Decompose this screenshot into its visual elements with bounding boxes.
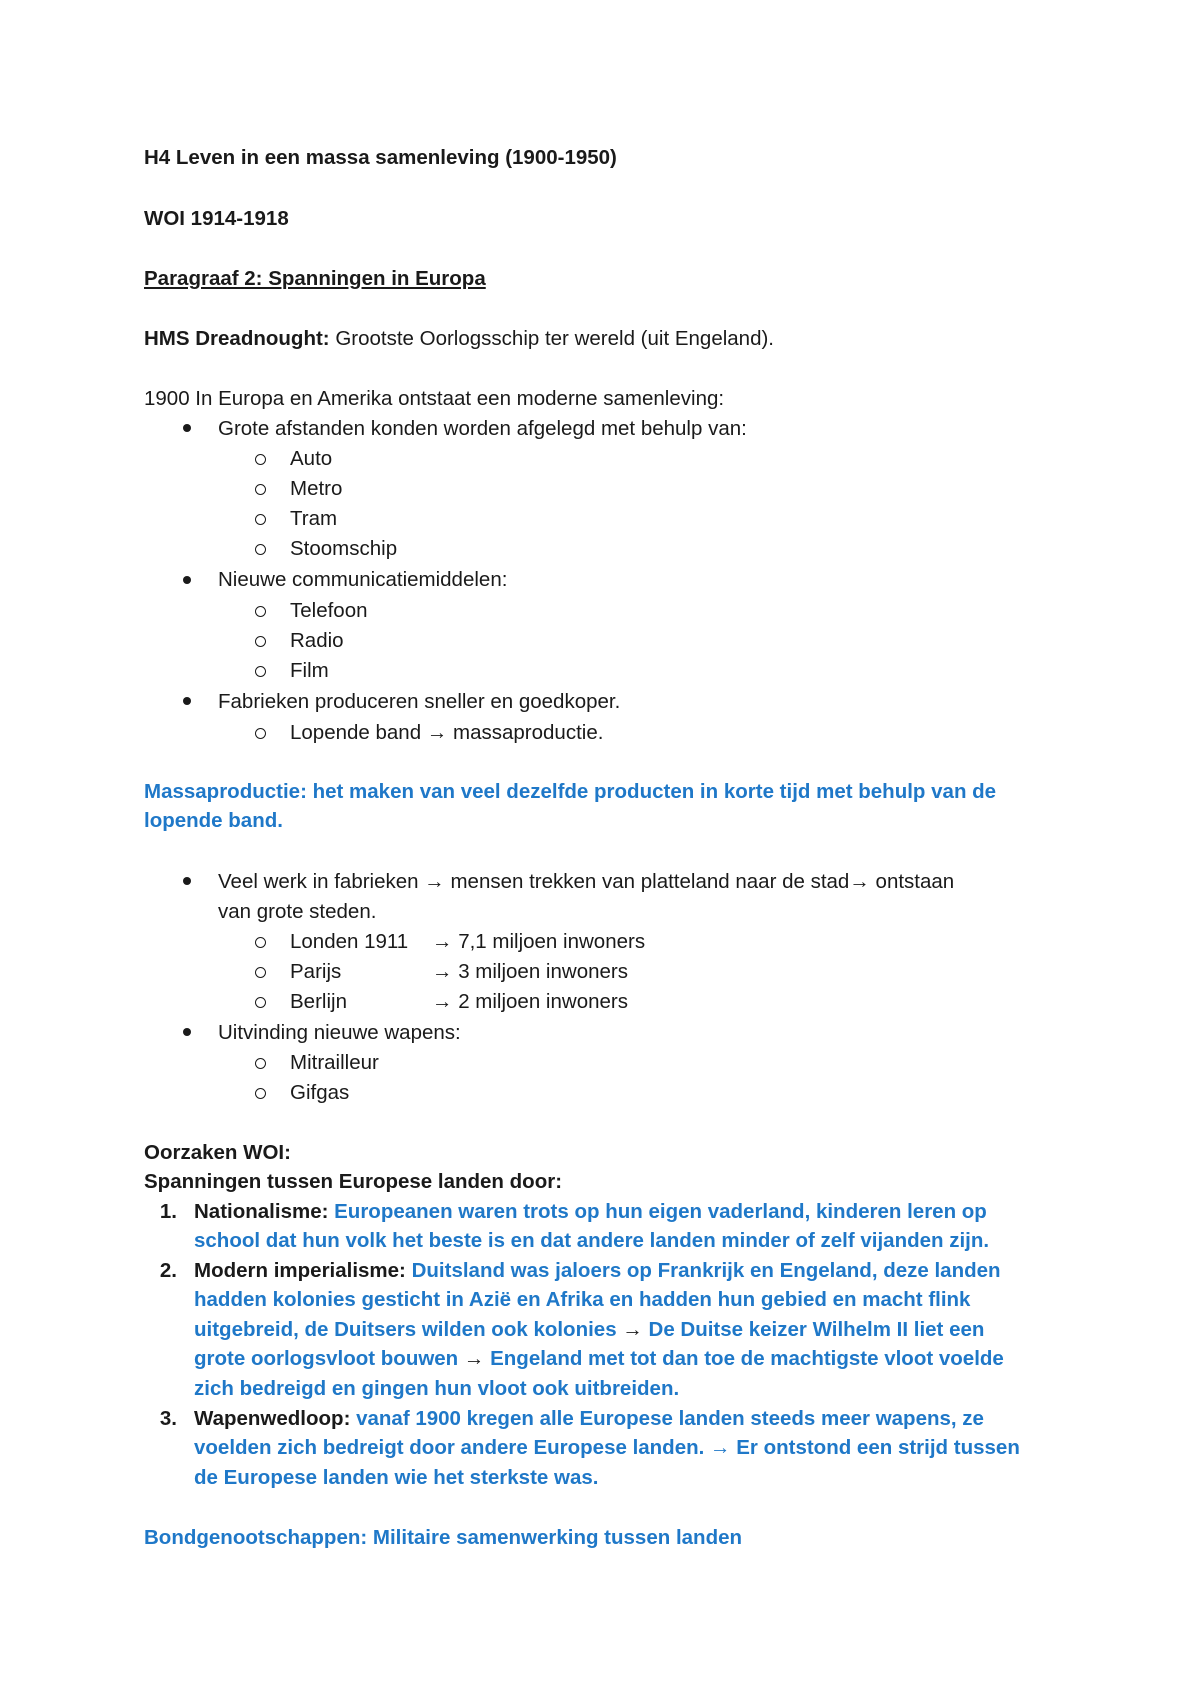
arrow-right-icon: → xyxy=(426,721,448,744)
cause-text-part: Engeland met tot dan toe de machtigste vloot voelde xyxy=(484,1347,1004,1370)
hms-line xyxy=(144,324,774,354)
cause-term: Modern imperialisme: xyxy=(194,1259,406,1282)
bullet-dot xyxy=(183,697,191,705)
sub-bullet-circle xyxy=(255,666,266,677)
arrow-right-icon: → xyxy=(463,1347,485,1370)
arrow-right-icon: → xyxy=(849,870,870,893)
cause-text-cont xyxy=(194,1315,984,1345)
cause-text-part: De Duitse keizer Wilhelm II liet een xyxy=(642,1318,985,1341)
bullet-communication: Nieuwe communicatiemiddelen: xyxy=(218,568,508,591)
sub-bullet-circle xyxy=(255,606,266,617)
sub-bullet-circle xyxy=(255,728,266,739)
document-title: H4 Leven in een massa samenleving (1900-1950) xyxy=(144,146,617,169)
city-value xyxy=(432,957,628,987)
city-value xyxy=(432,927,645,957)
arrow-right-icon: → xyxy=(432,960,453,983)
list-item: Stoomschip xyxy=(290,537,398,560)
definition-line-2: lopende band. xyxy=(144,809,283,832)
sub-bullet-circle xyxy=(255,1088,266,1099)
cause-text: Europeanen waren trots op hun eigen vaderland, kinderen leren op xyxy=(334,1200,987,1223)
list-item: Auto xyxy=(290,447,333,470)
causes-subheading: Spanningen tussen Europese landen door: xyxy=(144,1170,563,1193)
cause-text-cont: school dat hun volk het beste is en dat andere landen minder of zelf vijanden zijn. xyxy=(194,1229,990,1252)
cause-text-cont: hadden kolonies gesticht in Azië en Afrika en hadden hun gebied en macht flink xyxy=(194,1288,971,1311)
section-heading: Paragraaf 2: Spanningen in Europa xyxy=(144,267,486,290)
sub-bullet-circle xyxy=(255,484,266,495)
sub-bullet-circle xyxy=(255,454,266,465)
list-item: Telefoon xyxy=(290,599,368,622)
sub-bullet-circle xyxy=(255,514,266,525)
urban-text-1: Veel werk in fabrieken xyxy=(218,870,425,893)
assembly-text: Lopende band xyxy=(290,721,427,744)
cause-text-cont xyxy=(194,1344,1004,1374)
bullet-factories: Fabrieken produceren sneller en goedkoper. xyxy=(218,690,621,713)
bullet-dot xyxy=(183,424,191,432)
list-number: 3. xyxy=(159,1407,177,1430)
bullet-urbanisation xyxy=(218,867,954,897)
sub-bullet-circle xyxy=(255,544,266,555)
city-population: 7,1 miljoen inwoners xyxy=(452,930,646,953)
cause-text-cont xyxy=(194,1433,1020,1463)
arrow-right-icon: → xyxy=(432,990,453,1013)
cause-term: Nationalisme: xyxy=(194,1200,329,1223)
intro-line: 1900 In Europa en Amerika ontstaat een moderne samenleving: xyxy=(144,387,725,410)
cause-text-cont: de Europese landen wie het sterkste was. xyxy=(194,1466,599,1489)
sub-bullet-circle xyxy=(255,967,266,978)
list-item: Metro xyxy=(290,477,343,500)
city-population: 3 miljoen inwoners xyxy=(452,960,628,983)
cause-text: Duitsland was jaloers op Frankrijk en Engeland, deze landen xyxy=(411,1259,1001,1282)
bullet-dot xyxy=(183,877,191,885)
cause-text: vanaf 1900 kregen alle Europese landen steeds meer wapens, ze xyxy=(356,1407,984,1430)
list-item: Radio xyxy=(290,629,344,652)
cause-text-part: uitgebreid, de Duitsers wilden ook kolonies xyxy=(194,1318,623,1341)
cause-imperialism xyxy=(194,1256,1001,1286)
city-name: Parijs xyxy=(290,960,342,983)
city-population: 2 miljoen inwoners xyxy=(452,990,628,1013)
causes-heading: Oorzaken WOI: xyxy=(144,1141,291,1164)
list-item: Film xyxy=(290,659,329,682)
urban-text-3: ontstaan xyxy=(869,870,955,893)
cause-text-part: voelden zich bedreigt door andere Europese landen. xyxy=(194,1436,711,1459)
hms-text: Grootste Oorlogsschip ter wereld (uit Engeland). xyxy=(329,327,774,350)
hms-term: HMS Dreadnought: xyxy=(144,327,330,350)
bullet-dot xyxy=(183,1028,191,1036)
cause-term: Wapenwedloop: xyxy=(194,1407,351,1430)
arrow-right-icon: → xyxy=(622,1318,643,1341)
cause-text-cont: zich bedreigd en gingen hun vloot ook uitbreiden. xyxy=(194,1377,680,1400)
city-value xyxy=(432,987,628,1017)
alliances-definition: Bondgenootschappen: Militaire samenwerking tussen landen xyxy=(144,1526,743,1549)
bullet-dot xyxy=(183,576,191,584)
bullet-transport: Grote afstanden konden worden afgelegd met behulp van: xyxy=(218,417,747,440)
sub-bullet-circle xyxy=(255,636,266,647)
period-heading: WOI 1914-1918 xyxy=(144,207,289,230)
definition-line-1: Massaproductie: het maken van veel dezelfde producten in korte tijd met behulp van de xyxy=(144,780,997,803)
list-number: 1. xyxy=(159,1200,177,1223)
list-item: Tram xyxy=(290,507,338,530)
list-number: 2. xyxy=(159,1259,177,1282)
cause-text-part: Er ontstond een strijd tussen xyxy=(730,1436,1020,1459)
sub-bullet-circle xyxy=(255,1058,266,1069)
cause-arms-race xyxy=(194,1404,984,1434)
bullet-weapons: Uitvinding nieuwe wapens: xyxy=(218,1021,461,1044)
city-name: Londen 1911 xyxy=(290,930,409,953)
urban-text-2: mensen trekken van platteland naar de stad xyxy=(444,870,850,893)
list-item: Mitrailleur xyxy=(290,1051,379,1074)
arrow-right-icon: → xyxy=(710,1436,731,1459)
cause-nationalism xyxy=(194,1197,987,1227)
cause-text-part: grote oorlogsvloot bouwen xyxy=(194,1347,464,1370)
assembly-line-item xyxy=(290,718,603,748)
sub-bullet-circle xyxy=(255,937,266,948)
arrow-right-icon: → xyxy=(432,930,453,953)
sub-bullet-circle xyxy=(255,997,266,1008)
list-item: Gifgas xyxy=(290,1081,350,1104)
assembly-result: massaproductie. xyxy=(447,721,604,744)
bullet-urbanisation-cont: van grote steden. xyxy=(218,900,377,923)
city-name: Berlijn xyxy=(290,990,347,1013)
arrow-right-icon: → xyxy=(424,870,445,893)
